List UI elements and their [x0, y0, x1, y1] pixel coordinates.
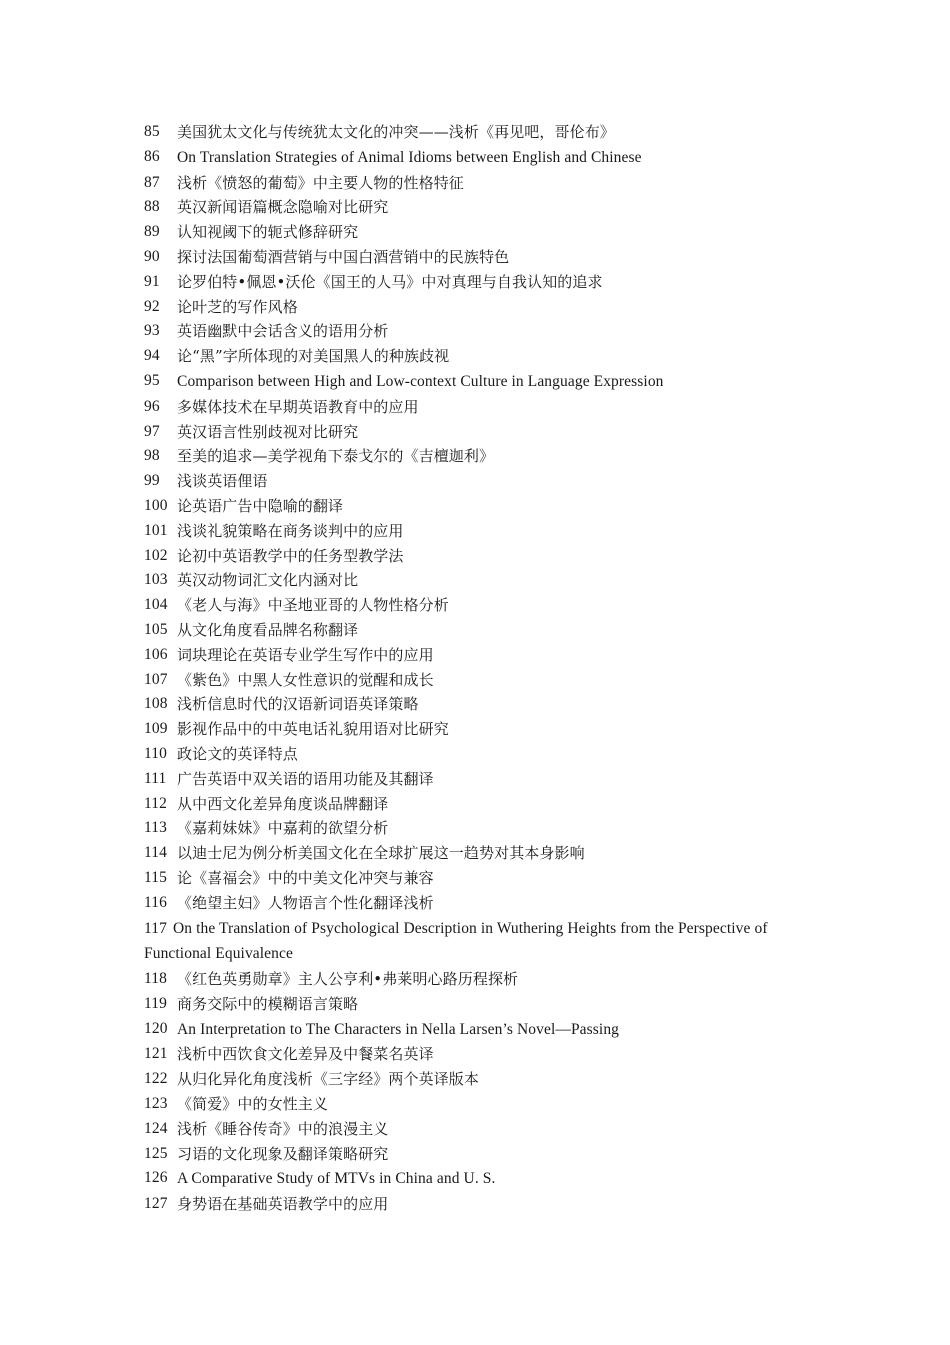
topic-item: [144, 568, 814, 593]
topic-number: 102: [144, 546, 168, 564]
topic-number: 125: [144, 1144, 168, 1162]
topic-title: 《嘉莉妹妹》中嘉莉的欲望分析: [177, 819, 389, 838]
topic-number: 124: [144, 1119, 168, 1137]
topic-item: [144, 171, 814, 196]
topic-item: [144, 270, 814, 295]
topic-number: 93: [144, 322, 160, 340]
topic-title: A Comparative Study of MTVs in China and U. S.: [177, 1170, 496, 1188]
topic-title: 从中西文化差异角度谈品牌翻译: [177, 794, 389, 813]
topic-number: 96: [144, 397, 160, 415]
topic-title: On Translation Strategies of Animal Idioms between English and Chinese: [177, 148, 642, 166]
topic-title: 论叶芝的写作风格: [177, 297, 298, 316]
topic-title: 英汉新闻语篇概念隐喻对比研究: [177, 198, 389, 217]
topic-item: [144, 717, 814, 742]
topic-item: [144, 866, 814, 891]
thesis-topic-list: [144, 120, 814, 1217]
topic-number: 100: [144, 496, 168, 514]
topic-item: [144, 195, 814, 220]
topic-title: Comparison between High and Low-context Culture in Language Expression: [177, 372, 664, 390]
topic-number: 108: [144, 695, 168, 713]
topic-number: 107: [144, 670, 168, 688]
topic-title: 从文化角度看品牌名称翻译: [177, 620, 359, 639]
topic-number: 111: [144, 769, 167, 787]
topic-item: [144, 668, 814, 693]
topic-title: 英汉语言性别歧视对比研究: [177, 422, 359, 441]
topic-number: 112: [144, 794, 167, 812]
topic-number: 109: [144, 720, 168, 738]
topic-number: 101: [144, 521, 168, 539]
topic-title: 论初中英语教学中的任务型教学法: [177, 546, 404, 565]
topic-number: 113: [144, 819, 167, 837]
topic-title: 影视作品中的中英电话礼貌用语对比研究: [177, 720, 449, 739]
topic-number: 92: [144, 297, 160, 315]
topic-title: 美国犹太文化与传统犹太文化的冲突——浅析《再见吧，哥伦布》: [177, 123, 615, 141]
topic-title: 《老人与海》中圣地亚哥的人物性格分析: [177, 596, 449, 615]
topic-title: 《红色英勇勋章》主人公亨利•弗莱明心路历程探析: [177, 970, 519, 989]
topic-title: 浅析《愤怒的葡萄》中主要人物的性格特征: [177, 173, 464, 192]
topic-title: On the Translation of Psychological Description in Wuthering Heights from the Perspective of Functional Equivalence: [144, 919, 768, 963]
topic-item: [144, 1042, 814, 1067]
topic-item: [144, 1192, 814, 1217]
topic-number: 116: [144, 893, 167, 911]
topic-title: 《绝望主妇》人物语言个性化翻译浅析: [177, 893, 434, 912]
topic-number: 97: [144, 422, 160, 440]
topic-item: [144, 841, 814, 866]
topic-number: 95: [144, 371, 160, 389]
topic-number: 117: [144, 919, 167, 937]
topic-item: [144, 618, 814, 643]
topic-number: 120: [144, 1019, 168, 1037]
topic-number: 123: [144, 1095, 168, 1113]
topic-item: [144, 1166, 814, 1192]
topic-number: 119: [144, 994, 167, 1012]
topic-title: 浅析中西饮食文化差异及中餐菜名英译: [177, 1045, 434, 1064]
topic-number: 115: [144, 868, 167, 886]
topic-number: 98: [144, 447, 160, 465]
topic-number: 103: [144, 571, 168, 589]
topic-number: 118: [144, 970, 167, 988]
topic-title: 浅析《睡谷传奇》中的浪漫主义: [177, 1119, 389, 1138]
topic-item: [144, 420, 814, 445]
topic-title: 浅谈英语俚语: [177, 472, 268, 491]
topic-title: 身势语在基础英语教学中的应用: [177, 1195, 389, 1214]
topic-item: [144, 916, 814, 968]
topic-item: [144, 891, 814, 916]
topic-item: [144, 1117, 814, 1142]
topic-title: 多媒体技术在早期英语教育中的应用: [177, 397, 419, 416]
topic-number: 90: [144, 247, 160, 265]
topic-item: [144, 1142, 814, 1167]
topic-title: 政论文的英译特点: [177, 744, 298, 763]
topic-number: 105: [144, 620, 168, 638]
topic-item: [144, 992, 814, 1017]
topic-item: [144, 967, 814, 992]
topic-title: 英语幽默中会话含义的语用分析: [177, 322, 389, 341]
topic-title: 论“黑”字所体现的对美国黑人的种族歧视: [177, 347, 450, 366]
topic-number: 121: [144, 1045, 168, 1063]
topic-item: [144, 767, 814, 792]
topic-title: 从归化异化角度浅析《三字经》两个英译版本: [177, 1070, 480, 1089]
topic-number: 127: [144, 1195, 168, 1213]
topic-item: [144, 369, 814, 395]
topic-title: 至美的追求—美学视角下泰戈尔的《吉檀迦利》: [177, 447, 495, 466]
topic-item: [144, 220, 814, 245]
topic-item: [144, 1067, 814, 1092]
topic-item: [144, 344, 814, 369]
topic-title: 广告英语中双关语的语用功能及其翻译: [177, 769, 434, 788]
topic-item: [144, 593, 814, 618]
topic-title: 英汉动物词汇文化内涵对比: [177, 571, 359, 590]
topic-number: 85: [144, 123, 160, 140]
topic-item: [144, 544, 814, 569]
topic-item: [144, 120, 814, 145]
topic-title: 论《喜福会》中的中美文化冲突与兼容: [177, 868, 434, 887]
topic-title: 论罗伯特•佩恩•沃伦《国王的人马》中对真理与自我认知的追求: [177, 272, 603, 291]
topic-title: 浅谈礼貌策略在商务谈判中的应用: [177, 521, 404, 540]
topic-item: [144, 792, 814, 817]
topic-title: 《紫色》中黑人女性意识的觉醒和成长: [177, 670, 434, 689]
topic-number: 99: [144, 472, 160, 490]
topic-number: 91: [144, 272, 160, 290]
topic-item: [144, 295, 814, 320]
topic-title: 词块理论在英语专业学生写作中的应用: [177, 645, 434, 664]
topic-item: [144, 1017, 814, 1043]
topic-number: 106: [144, 645, 168, 663]
topic-title: 浅析信息时代的汉语新词语英译策略: [177, 695, 419, 714]
topic-title: 商务交际中的模糊语言策略: [177, 994, 359, 1013]
topic-item: [144, 692, 814, 717]
topic-number: 110: [144, 744, 167, 762]
topic-number: 89: [144, 223, 160, 241]
topic-item: [144, 742, 814, 767]
topic-item: [144, 444, 814, 469]
topic-item: [144, 643, 814, 668]
topic-item: [144, 816, 814, 841]
topic-number: 126: [144, 1169, 168, 1187]
topic-item: [144, 1092, 814, 1117]
topic-title: 习语的文化现象及翻译策略研究: [177, 1144, 389, 1163]
topic-title: 探讨法国葡萄酒营销与中国白酒营销中的民族特色: [177, 247, 510, 266]
topic-number: 86: [144, 147, 160, 165]
topic-number: 122: [144, 1070, 168, 1088]
topic-title: 以迪士尼为例分析美国文化在全球扩展这一趋势对其本身影响: [177, 844, 585, 863]
topic-item: [144, 145, 814, 171]
topic-title: 论英语广告中隐喻的翻译: [177, 496, 344, 515]
topic-item: [144, 319, 814, 344]
topic-number: 88: [144, 198, 160, 216]
topic-item: [144, 494, 814, 519]
topic-number: 104: [144, 596, 168, 614]
topic-item: [144, 469, 814, 494]
topic-title: 认知视阈下的轭式修辞研究: [177, 223, 359, 242]
topic-number: 87: [144, 173, 160, 191]
topic-title: 《简爱》中的女性主义: [177, 1095, 329, 1114]
topic-item: [144, 395, 814, 420]
topic-number: 114: [144, 844, 167, 862]
topic-item: [144, 245, 814, 270]
topic-item: [144, 519, 814, 544]
topic-number: 94: [144, 347, 160, 365]
topic-title: An Interpretation to The Characters in Nella Larsen’s Novel—Passing: [177, 1020, 620, 1038]
